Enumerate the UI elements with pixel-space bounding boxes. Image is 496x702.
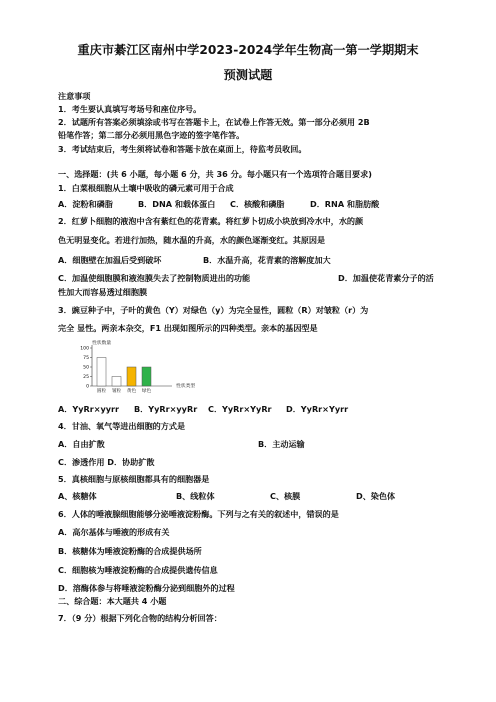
chart-category-label: 绿色: [141, 389, 152, 394]
chart-y-ticks: [80, 346, 92, 390]
q6-option-d: D．溶酶体参与将唾液淀粉酶分泌到细胞外的过程: [58, 583, 235, 593]
q2-option-d: D．加温使花青素分子的活: [338, 273, 434, 283]
note-item-2: 2．试题所有答案必须填涂或书写在答题卡上，在试卷上作答无效。第一部分必须用 2B: [58, 117, 370, 127]
q1-option-c: C．核酸和磷脂: [230, 199, 285, 209]
q2-option-a: A．细胞壁在加温后受到破坏: [58, 255, 162, 265]
q2-option-d-cont: 性加大而容易透过细胞膜: [58, 287, 148, 297]
exam-title-line2: 预测试题: [223, 68, 273, 82]
chart-bar-2: [112, 377, 121, 387]
q3-option-a: A．YyRr×yyrr: [58, 404, 120, 414]
chart-category-label: 圆粒: [96, 389, 107, 394]
notes-heading: 注意事项: [58, 91, 91, 101]
q3-stem-line2: 完全 显性。两亲本杂交，F1 出现如图所示的四种类型。亲本的基因型是: [58, 323, 318, 333]
q7-stem: 7．（9 分）根据下列化合物的结构分析回答：: [58, 613, 222, 623]
q6-option-a: A．高尔基体与唾液的形成有关: [58, 527, 170, 537]
note-item-2-cont: 铅笔作答；第二部分必须用黑色字迹的签字笔作答。: [58, 130, 245, 140]
chart-bar-3: [127, 367, 136, 386]
q3-option-b: B．YyRr×yyRr: [134, 404, 198, 414]
q2-stem-line1: 2．红萝卜细胞的液泡中含有紫红色的花青素。将红萝卜切成小块放到冷水中，水的颜: [58, 216, 364, 226]
q4-stem: 4．甘油、氧气等进出细胞的方式是: [58, 421, 186, 431]
q3-option-d: D．YyRr×Yyrr: [286, 404, 349, 414]
q6-stem: 6．人体的唾液腺细胞能够分泌唾液淀粉酶。下列与之有关的叙述中，错误的是: [58, 509, 339, 519]
q2-option-b: B．水温升高，花青素的溶解度加大: [203, 255, 331, 265]
q3-option-c: C．YyRr×YyRr: [208, 404, 272, 414]
chart-y-tick-label: 50: [83, 365, 89, 371]
q1-option-a: A．淀粉和磷脂: [58, 199, 113, 209]
q6-option-c: C．细胞核为唾液淀粉酶的合成提供遗传信息: [58, 565, 218, 575]
chart-categories: [97, 387, 152, 394]
q6-option-b: B．核糖体为唾液淀粉酶的合成提供场所: [58, 546, 202, 556]
note-item-1: 1．考生要认真填写考场号和座位序号。: [58, 104, 202, 114]
q2-option-c: C．加温使细胞膜和液泡膜失去了控制物质进出的功能: [58, 273, 251, 283]
f1-trait-bar-chart: [72, 336, 202, 404]
q4-option-c-d: C．渗透作用 D．协助扩散: [58, 457, 155, 467]
chart-y-tick-label: 0: [86, 384, 89, 390]
q1-stem: 1．白菜根细胞从土壤中吸收的磷元素可用于合成: [58, 183, 234, 193]
chart-y-tick-label: 75: [83, 356, 89, 362]
chart-y-tick-label: 100: [80, 346, 89, 352]
exam-title-line1: 重庆市綦江区南州中学2023-2024学年生物高一第一学期期末: [77, 43, 419, 57]
q1-option-d: D．RNA 和脂肪酸: [310, 199, 380, 209]
section1-heading: 一、选择题：(共 6 小题，每小题 6 分，共 36 分。每小题只有一个选项符合题目要求): [58, 169, 372, 179]
q4-option-b: B．主动运输: [258, 439, 305, 449]
q5-option-a: A、核糖体: [58, 491, 97, 501]
chart-bars: [97, 358, 151, 387]
chart-bar-1: [97, 358, 106, 387]
chart-xlabel: 性状类型: [176, 384, 196, 389]
chart-y-tick-label: 25: [83, 375, 89, 381]
chart-category-label: 皱粒: [111, 389, 122, 394]
q5-option-c: C、核膜: [270, 491, 301, 501]
q2-stem-line2: 色无明显变化。若进行加热，随水温的升高，水的颜色逐渐变红。其原因是: [58, 235, 326, 245]
chart-category-label: 黄色: [126, 389, 137, 394]
note-item-3: 3．考试结束后，考生须将试卷和答题卡放在桌面上，待监考员收回。: [58, 144, 307, 154]
section2-heading: 二、综合题：本大题共 4 小题: [58, 596, 167, 606]
q3-stem-line1: 3．豌豆种子中，子叶的黄色（Y）对绿色（y）为完全显性，圆粒（R）对皱粒（r）为: [58, 305, 369, 315]
chart-ylabel: 性状数量: [92, 341, 112, 346]
q4-option-a: A．自由扩散: [58, 439, 105, 449]
q5-option-b: B、线粒体: [176, 491, 215, 501]
q5-stem: 5．真核细胞与原核细胞都具有的细胞器是: [58, 474, 210, 484]
chart-bar-4: [142, 367, 151, 386]
q5-option-d: D、染色体: [356, 491, 396, 501]
q1-option-b: B．DNA 和载体蛋白: [138, 199, 216, 209]
